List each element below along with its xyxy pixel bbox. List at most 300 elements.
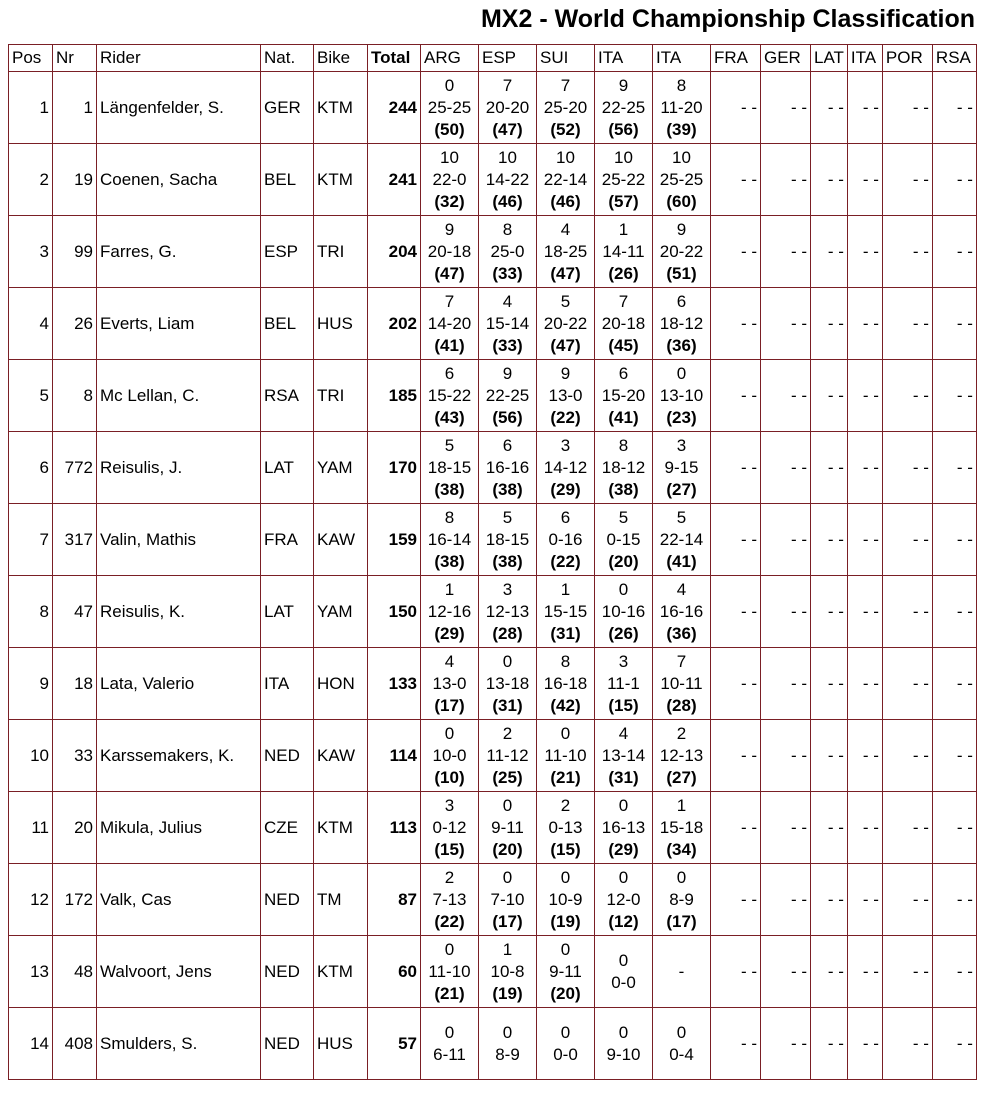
number-cell: 18 — [53, 648, 97, 720]
race-result-cell — [537, 864, 595, 936]
heat-results: 13-14 — [601, 745, 646, 765]
empty-result-cell: - - — [932, 720, 976, 792]
gp-points: 4 — [502, 291, 513, 311]
empty-result-cell: - - — [761, 1008, 811, 1080]
column-header-total: Total — [368, 45, 421, 72]
column-header-race: ITA — [847, 45, 882, 72]
number-cell: 48 — [53, 936, 97, 1008]
race-points: (23) — [666, 407, 697, 427]
empty-result-cell: - - — [761, 504, 811, 576]
empty-result-cell: - - — [711, 648, 761, 720]
rider-cell: Valin, Mathis — [97, 504, 261, 576]
column-header-race: GER — [761, 45, 811, 72]
race-result-cell — [479, 864, 537, 936]
race-result-cell — [479, 360, 537, 432]
bike-cell: KTM — [314, 144, 368, 216]
total-cell: 113 — [368, 792, 421, 864]
empty-result-cell: - - — [847, 720, 882, 792]
gp-points: 5 — [502, 507, 513, 527]
race-result-cell — [653, 792, 711, 864]
heat-results: 13-0 — [432, 673, 467, 693]
heat-results: 18-12 — [659, 313, 704, 333]
empty-result-cell: - - — [711, 216, 761, 288]
race-points: (28) — [492, 623, 523, 643]
gp-points: 6 — [618, 363, 629, 383]
heat-results: 0-0 — [611, 972, 636, 992]
heat-results: 16-13 — [601, 817, 646, 837]
heat-results: 10-11 — [660, 673, 703, 693]
heat-results: 0-0 — [553, 1044, 578, 1064]
table-row — [9, 936, 977, 1008]
race-result-cell — [479, 648, 537, 720]
column-header-race: ESP — [479, 45, 537, 72]
empty-result-cell: - - — [711, 576, 761, 648]
nation-cell: NED — [261, 1008, 314, 1080]
race-points: (47) — [492, 119, 523, 139]
gp-points: 2 — [444, 867, 455, 887]
empty-result-cell: - - — [711, 1008, 761, 1080]
race-result-cell — [595, 648, 653, 720]
race-result-cell — [421, 360, 479, 432]
race-result-cell — [595, 792, 653, 864]
empty-result-cell: - - — [711, 432, 761, 504]
race-result-cell — [479, 504, 537, 576]
race-points: (31) — [608, 767, 639, 787]
rider-cell: Farres, G. — [97, 216, 261, 288]
race-points: (47) — [550, 335, 581, 355]
race-points: (38) — [434, 551, 465, 571]
table-row — [9, 1008, 977, 1080]
position-cell: 11 — [9, 792, 53, 864]
position-cell: 12 — [9, 864, 53, 936]
race-result-cell — [537, 1008, 595, 1080]
rider-cell: Lata, Valerio — [97, 648, 261, 720]
gp-points: 8 — [618, 435, 629, 455]
empty-result-cell: - - — [847, 864, 882, 936]
race-result-cell — [479, 1008, 537, 1080]
gp-points: 5 — [618, 507, 629, 527]
race-result-cell — [479, 216, 537, 288]
position-cell: 4 — [9, 288, 53, 360]
gp-points: 5 — [444, 435, 455, 455]
number-cell: 1 — [53, 72, 97, 144]
heat-results: 11-1 — [607, 673, 640, 693]
race-result-cell — [479, 288, 537, 360]
gp-points: 3 — [502, 579, 513, 599]
race-result-cell — [479, 576, 537, 648]
gp-points: 2 — [502, 723, 513, 743]
position-cell: 9 — [9, 648, 53, 720]
race-result-cell — [421, 792, 479, 864]
number-cell: 8 — [53, 360, 97, 432]
empty-result-cell: - - — [761, 936, 811, 1008]
empty-result-cell: - - — [847, 288, 882, 360]
position-cell: 3 — [9, 216, 53, 288]
race-points: (43) — [434, 407, 465, 427]
race-result-cell — [653, 144, 711, 216]
heat-results: 16-16 — [659, 601, 704, 621]
empty-result-cell: - - — [761, 432, 811, 504]
race-points: (17) — [434, 695, 465, 715]
empty-result-cell: - - — [932, 864, 976, 936]
heat-results: 15-18 — [659, 817, 704, 837]
empty-result-cell: - - — [761, 288, 811, 360]
race-result-cell — [653, 864, 711, 936]
race-result-cell — [595, 360, 653, 432]
empty-result-cell: - - — [882, 216, 932, 288]
race-result-cell — [653, 504, 711, 576]
total-cell: 204 — [368, 216, 421, 288]
number-cell: 317 — [53, 504, 97, 576]
gp-points: 0 — [444, 723, 455, 743]
number-cell: 19 — [53, 144, 97, 216]
race-result-cell — [653, 576, 711, 648]
bike-cell: KTM — [314, 792, 368, 864]
heat-results: 9-11 — [491, 817, 524, 837]
bike-cell: KAW — [314, 720, 368, 792]
empty-result-cell: - - — [711, 144, 761, 216]
gp-points: 0 — [444, 1022, 455, 1042]
race-points: (33) — [492, 335, 523, 355]
heat-results: 0-4 — [669, 1044, 694, 1064]
gp-points: 3 — [676, 435, 687, 455]
table-row — [9, 504, 977, 576]
table-row — [9, 72, 977, 144]
heat-results: 14-22 — [485, 169, 530, 189]
column-header-race: SUI — [537, 45, 595, 72]
race-points: (38) — [492, 551, 523, 571]
total-cell: 60 — [368, 936, 421, 1008]
gp-points: 0 — [676, 867, 687, 887]
race-points: (22) — [434, 911, 465, 931]
empty-result-cell: - - — [811, 360, 848, 432]
rider-cell: Reisulis, J. — [97, 432, 261, 504]
race-points: (19) — [550, 911, 581, 931]
heat-results: 20-18 — [427, 241, 472, 261]
empty-result-cell: - - — [932, 216, 976, 288]
race-points: (32) — [434, 191, 465, 211]
number-cell: 172 — [53, 864, 97, 936]
bike-cell: YAM — [314, 576, 368, 648]
heat-results: 22-14 — [659, 529, 704, 549]
heat-results: 0-16 — [548, 529, 583, 549]
race-points: (19) — [492, 983, 523, 1003]
race-result-cell — [537, 144, 595, 216]
gp-points: 0 — [560, 1022, 571, 1042]
heat-results: 16-14 — [427, 529, 472, 549]
race-result-cell — [595, 72, 653, 144]
gp-points: 3 — [444, 795, 455, 815]
nation-cell: NED — [261, 936, 314, 1008]
empty-result-cell: - - — [882, 576, 932, 648]
heat-results: 9-11 — [549, 961, 582, 981]
nation-cell: LAT — [261, 576, 314, 648]
empty-result-cell: - - — [711, 864, 761, 936]
empty-result-cell: - - — [711, 504, 761, 576]
race-result-cell — [479, 936, 537, 1008]
gp-points: 7 — [444, 291, 455, 311]
heat-results: 10-9 — [548, 889, 583, 909]
heat-results: 18-12 — [601, 457, 646, 477]
heat-results: 12-16 — [427, 601, 472, 621]
empty-result-cell: - - — [932, 792, 976, 864]
heat-results: 14-12 — [543, 457, 588, 477]
column-header-race: LAT — [811, 45, 848, 72]
heat-results: 20-20 — [485, 97, 530, 117]
heat-results: 20-22 — [659, 241, 704, 261]
race-result-cell — [537, 648, 595, 720]
gp-points: 0 — [676, 363, 687, 383]
position-cell: 8 — [9, 576, 53, 648]
table-row — [9, 792, 977, 864]
number-cell: 408 — [53, 1008, 97, 1080]
gp-points: 5 — [560, 291, 571, 311]
heat-results: 22-14 — [543, 169, 588, 189]
column-header-race: ITA — [595, 45, 653, 72]
heat-results: 11-10 — [428, 961, 471, 981]
race-points: (56) — [608, 119, 639, 139]
nation-cell: NED — [261, 720, 314, 792]
heat-results: 25-25 — [427, 97, 472, 117]
gp-points: 7 — [618, 291, 629, 311]
gp-points: 8 — [560, 651, 571, 671]
empty-result-cell: - - — [932, 504, 976, 576]
empty-result-cell: - - — [711, 720, 761, 792]
gp-points: 0 — [502, 867, 513, 887]
heat-results: 16-18 — [543, 673, 588, 693]
bike-cell: KTM — [314, 72, 368, 144]
race-points: (15) — [608, 695, 639, 715]
gp-points: 0 — [444, 75, 455, 95]
rider-cell: Smulders, S. — [97, 1008, 261, 1080]
nation-cell: BEL — [261, 288, 314, 360]
gp-points: 3 — [560, 435, 571, 455]
gp-points: 1 — [676, 795, 687, 815]
empty-result-cell: - - — [761, 576, 811, 648]
race-result-cell — [537, 432, 595, 504]
position-cell: 13 — [9, 936, 53, 1008]
race-result-cell — [653, 288, 711, 360]
rider-cell: Everts, Liam — [97, 288, 261, 360]
position-cell: 5 — [9, 360, 53, 432]
empty-result-cell: - - — [847, 432, 882, 504]
race-points: (60) — [666, 191, 697, 211]
race-result-cell — [595, 936, 653, 1008]
empty-result-cell: - - — [847, 72, 882, 144]
number-cell: 33 — [53, 720, 97, 792]
gp-points: 0 — [502, 651, 513, 671]
nation-cell: LAT — [261, 432, 314, 504]
column-header-bike: Bike — [314, 45, 368, 72]
race-points: (47) — [434, 263, 465, 283]
empty-result-cell: - - — [932, 936, 976, 1008]
race-result-cell — [595, 576, 653, 648]
heat-results: 9-10 — [606, 1044, 641, 1064]
heat-results: 18-15 — [427, 457, 472, 477]
heat-results: 22-25 — [601, 97, 646, 117]
race-points: (41) — [666, 551, 697, 571]
heat-results: 14-20 — [427, 313, 472, 333]
table-row — [9, 144, 977, 216]
empty-result-cell: - - — [847, 216, 882, 288]
race-points: (41) — [434, 335, 465, 355]
gp-points: 1 — [618, 219, 629, 239]
total-cell: 87 — [368, 864, 421, 936]
gp-points: 7 — [676, 651, 687, 671]
empty-result-cell: - - — [761, 648, 811, 720]
empty-result-cell: - - — [761, 72, 811, 144]
race-points: (29) — [434, 623, 465, 643]
nation-cell: GER — [261, 72, 314, 144]
race-points: (20) — [492, 839, 523, 859]
heat-results: 7-13 — [432, 889, 467, 909]
bike-cell: TRI — [314, 360, 368, 432]
heat-results: 11-20 — [660, 97, 703, 117]
total-cell: 202 — [368, 288, 421, 360]
empty-result-cell: - - — [761, 216, 811, 288]
gp-points: 9 — [560, 363, 571, 383]
race-points: (39) — [666, 119, 697, 139]
race-result-cell — [479, 720, 537, 792]
total-cell: 159 — [368, 504, 421, 576]
race-points: (50) — [434, 119, 465, 139]
gp-points: 8 — [444, 507, 455, 527]
gp-points: 6 — [676, 291, 687, 311]
race-result-cell — [421, 144, 479, 216]
race-result-cell — [653, 720, 711, 792]
heat-results: 11-12 — [486, 745, 529, 765]
column-header-race: ITA — [653, 45, 711, 72]
gp-points: 4 — [560, 219, 571, 239]
empty-result-cell: - - — [882, 288, 932, 360]
race-result-cell — [653, 360, 711, 432]
gp-points: 10 — [498, 147, 517, 167]
race-points: (10) — [434, 767, 465, 787]
race-result-cell — [421, 1008, 479, 1080]
gp-points: 4 — [444, 651, 455, 671]
race-result-cell — [595, 216, 653, 288]
gp-points: 0 — [560, 939, 571, 959]
empty-result-cell: - - — [847, 576, 882, 648]
empty-result-cell: - - — [882, 72, 932, 144]
race-points: (20) — [608, 551, 639, 571]
gp-points: 9 — [676, 219, 687, 239]
gp-points: 1 — [444, 579, 455, 599]
gp-points: 2 — [676, 723, 687, 743]
race-result-cell — [595, 288, 653, 360]
heat-results: 13-0 — [548, 385, 583, 405]
empty-result-cell: - - — [882, 1008, 932, 1080]
empty-result-cell: - - — [811, 432, 848, 504]
bike-cell: HON — [314, 648, 368, 720]
heat-results: 15-22 — [427, 385, 472, 405]
table-row — [9, 216, 977, 288]
race-points: (21) — [550, 767, 581, 787]
position-cell: 14 — [9, 1008, 53, 1080]
rider-cell: Längenfelder, S. — [97, 72, 261, 144]
gp-points: 2 — [560, 795, 571, 815]
heat-results: 16-16 — [485, 457, 530, 477]
heat-results: 12-13 — [485, 601, 530, 621]
empty-result-cell: - - — [711, 72, 761, 144]
race-points: (52) — [550, 119, 581, 139]
race-result-cell — [653, 72, 711, 144]
total-cell: 114 — [368, 720, 421, 792]
race-result-cell — [595, 1008, 653, 1080]
gp-points: 0 — [618, 795, 629, 815]
gp-points: 7 — [502, 75, 513, 95]
race-result-cell — [595, 864, 653, 936]
gp-points: 6 — [560, 507, 571, 527]
race-points: (27) — [666, 479, 697, 499]
heat-results: 18-25 — [543, 241, 588, 261]
heat-results: 0-12 — [432, 817, 467, 837]
heat-results: 13-10 — [659, 385, 704, 405]
heat-results: 22-0 — [432, 169, 467, 189]
empty-result-cell: - - — [932, 576, 976, 648]
race-points: (51) — [666, 263, 697, 283]
heat-results: 10-8 — [490, 961, 525, 981]
race-result-cell — [421, 720, 479, 792]
gp-points: 0 — [618, 579, 629, 599]
race-result-cell — [537, 288, 595, 360]
bike-cell: YAM — [314, 432, 368, 504]
empty-result-cell: - - — [811, 576, 848, 648]
gp-points: 5 — [676, 507, 687, 527]
total-cell: 241 — [368, 144, 421, 216]
nation-cell: ITA — [261, 648, 314, 720]
heat-results: 15-15 — [543, 601, 588, 621]
position-cell: 1 — [9, 72, 53, 144]
race-points: (57) — [608, 191, 639, 211]
race-result-cell — [595, 144, 653, 216]
bike-cell: TRI — [314, 216, 368, 288]
gp-points: 0 — [618, 1022, 629, 1042]
gp-points: 9 — [502, 363, 513, 383]
empty-result-cell: - - — [882, 792, 932, 864]
race-result-cell — [653, 216, 711, 288]
table-row — [9, 288, 977, 360]
race-points: (38) — [492, 479, 523, 499]
race-points: (47) — [550, 263, 581, 283]
race-points: (56) — [492, 407, 523, 427]
heat-results: 14-11 — [602, 241, 645, 261]
heat-results: - — [678, 961, 685, 981]
heat-results: 15-14 — [485, 313, 530, 333]
gp-points: 0 — [618, 950, 629, 970]
race-result-cell — [421, 432, 479, 504]
race-points: (17) — [492, 911, 523, 931]
heat-results: 8-9 — [669, 889, 694, 909]
bike-cell: HUS — [314, 1008, 368, 1080]
race-points: (38) — [434, 479, 465, 499]
gp-points: 6 — [444, 363, 455, 383]
race-result-cell — [537, 360, 595, 432]
race-points: (26) — [608, 263, 639, 283]
nation-cell: CZE — [261, 792, 314, 864]
table-row — [9, 432, 977, 504]
empty-result-cell: - - — [847, 936, 882, 1008]
heat-results: 18-15 — [485, 529, 530, 549]
total-cell: 185 — [368, 360, 421, 432]
page-title: MX2 - World Championship Classification — [480, 5, 975, 33]
gp-points: 10 — [556, 147, 575, 167]
race-points: (46) — [492, 191, 523, 211]
position-cell: 2 — [9, 144, 53, 216]
empty-result-cell: - - — [811, 864, 848, 936]
bike-cell: HUS — [314, 288, 368, 360]
race-result-cell — [653, 936, 711, 1008]
